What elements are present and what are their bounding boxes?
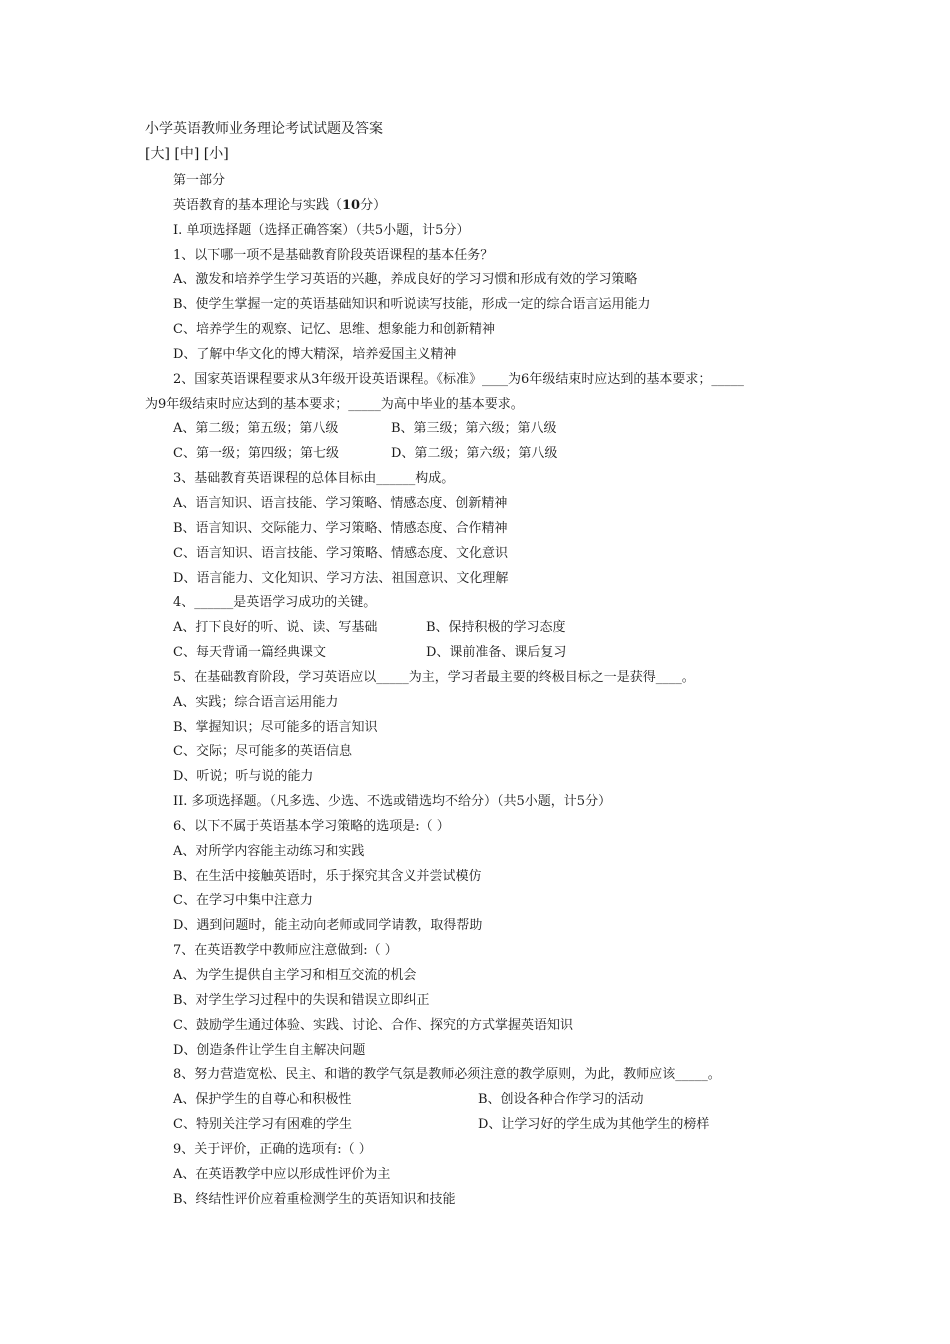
text-line: A、为学生提供自主学习和相互交流的机会 xyxy=(173,968,417,983)
option-text: B、创设各种合作学习的活动 xyxy=(478,1092,644,1108)
option-text: C、特别关注学习有困难的学生 xyxy=(173,1117,352,1133)
text-line: 3、基础教育英语课程的总体目标由______构成。 xyxy=(173,471,455,487)
text-line: C、在学习中集中注意力 xyxy=(173,893,313,909)
text-line: B、使学生掌握一定的英语基础知识和听说读写技能，形成一定的综合语言运用能力 xyxy=(173,297,651,313)
text-line xyxy=(145,417,815,442)
option-text: C、第一级；第四级；第七级 xyxy=(173,446,339,462)
text-line xyxy=(145,641,815,666)
text-line: 7、在英语教学中教师应注意做到:（ ） xyxy=(173,943,398,959)
text-line: 9、关于评价，正确的选项有:（ ） xyxy=(173,1141,372,1157)
option-text: A、第二级；第五级；第八级 xyxy=(173,421,339,437)
text-line: 5、在基础教育阶段，学习英语应以_____为主，学习者最主要的终极目标之一是获得____。 xyxy=(173,669,695,685)
text-line: 第一部分 xyxy=(173,173,226,188)
text-line: A、对所学内容能主动练习和实践 xyxy=(173,843,365,859)
text-line: D、语言能力、文化知识、学习方法、祖国意识、文化理解 xyxy=(173,570,509,586)
text-line: D、创造条件让学生自主解决问题 xyxy=(173,1042,366,1058)
text-line: A、在英语教学中应以形成性评价为主 xyxy=(173,1166,391,1182)
text-line: 1、以下哪一项不是基础教育阶段英语课程的基本任务？ xyxy=(173,247,494,263)
option-text: C、每天背诵一篇经典课文 xyxy=(173,645,326,661)
option-text: D、让学习好的学生成为其他学生的榜样 xyxy=(478,1117,710,1133)
text-line xyxy=(145,1113,815,1138)
text-line: 2、国家英语课程要求从3年级开设英语课程。《标准》____为6年级结束时应达到的基本要求；_____ xyxy=(173,371,744,387)
text-line: B、终结性评价应着重检测学生的英语知识和技能 xyxy=(173,1191,456,1207)
option-text: A、保护学生的自尊心和积极性 xyxy=(173,1092,352,1108)
option-text: B、第三级；第六级；第八级 xyxy=(391,421,557,437)
text-line: II. 多项选择题。（凡多选、少选、不选或错选均不给分）（共5小题，计5分） xyxy=(173,794,612,810)
font-size-medium-link[interactable]: [中] xyxy=(174,146,200,162)
text-line: B、对学生学习过程中的失误和错误立即纠正 xyxy=(173,992,430,1008)
text-line: C、交际；尽可能多的英语信息 xyxy=(173,744,352,760)
text-line: A、激发和培养学生学习英语的兴趣，养成良好的学习习惯和形成有效的学习策略 xyxy=(173,272,638,288)
text-line: D、遇到问题时，能主动向老师或同学请教，取得帮助 xyxy=(173,918,483,934)
text-line xyxy=(145,1088,815,1113)
option-text: D、课前准备、课后复习 xyxy=(426,645,567,661)
option-text: B、保持积极的学习态度 xyxy=(426,620,566,636)
text-line xyxy=(145,616,815,641)
option-text: D、第二级；第六级；第八级 xyxy=(391,446,558,462)
font-size-large-link[interactable]: [大] xyxy=(145,146,170,162)
text-line: 8、努力营造宽松、民主、和谐的教学气氛是教师必须注意的教学原则，为此，教师应该_____。 xyxy=(173,1067,721,1083)
text-line: 4、______是英语学习成功的关键。 xyxy=(173,595,377,611)
text-line: 为9年级结束时应达到的基本要求；_____为高中毕业的基本要求。 xyxy=(145,396,524,412)
option-text: A、打下良好的听、说、读、写基础 xyxy=(173,620,378,636)
text-line xyxy=(145,442,815,467)
font-size-links xyxy=(145,143,229,163)
text-line: I. 单项选择题（选择正确答案）（共5小题，计5分） xyxy=(173,222,470,238)
text-line: A、语言知识、语言技能、学习策略、情感态度、创新精神 xyxy=(173,495,508,511)
text-line: B、在生活中接触英语时，乐于探究其含义并尝试模仿 xyxy=(173,868,482,884)
text-line: C、培养学生的观察、记忆、思维、想象能力和创新精神 xyxy=(173,322,495,338)
text-line: D、了解中华文化的博大精深，培养爱国主义精神 xyxy=(173,346,457,362)
text-line: B、掌握知识；尽可能多的语言知识 xyxy=(173,719,378,735)
text-line: 英语教育的基本理论与实践（10分） xyxy=(173,197,387,213)
text-line: C、语言知识、语言技能、学习策略、情感态度、文化意识 xyxy=(173,545,508,561)
font-size-small-link[interactable]: [小] xyxy=(203,146,229,162)
text-line: 6、以下不属于英语基本学习策略的选项是:（ ） xyxy=(173,818,450,834)
document-body xyxy=(145,169,815,1212)
text-line: D、听说；听与说的能力 xyxy=(173,769,314,785)
text-line: C、鼓励学生通过体验、实践、讨论、合作、探究的方式掌握英语知识 xyxy=(173,1017,573,1033)
text-line: A、实践；综合语言运用能力 xyxy=(173,694,339,710)
text-line: B、语言知识、交际能力、学习策略、情感态度、合作精神 xyxy=(173,520,508,536)
document-title: 小学英语教师业务理论考试试题及答案 xyxy=(145,121,383,137)
